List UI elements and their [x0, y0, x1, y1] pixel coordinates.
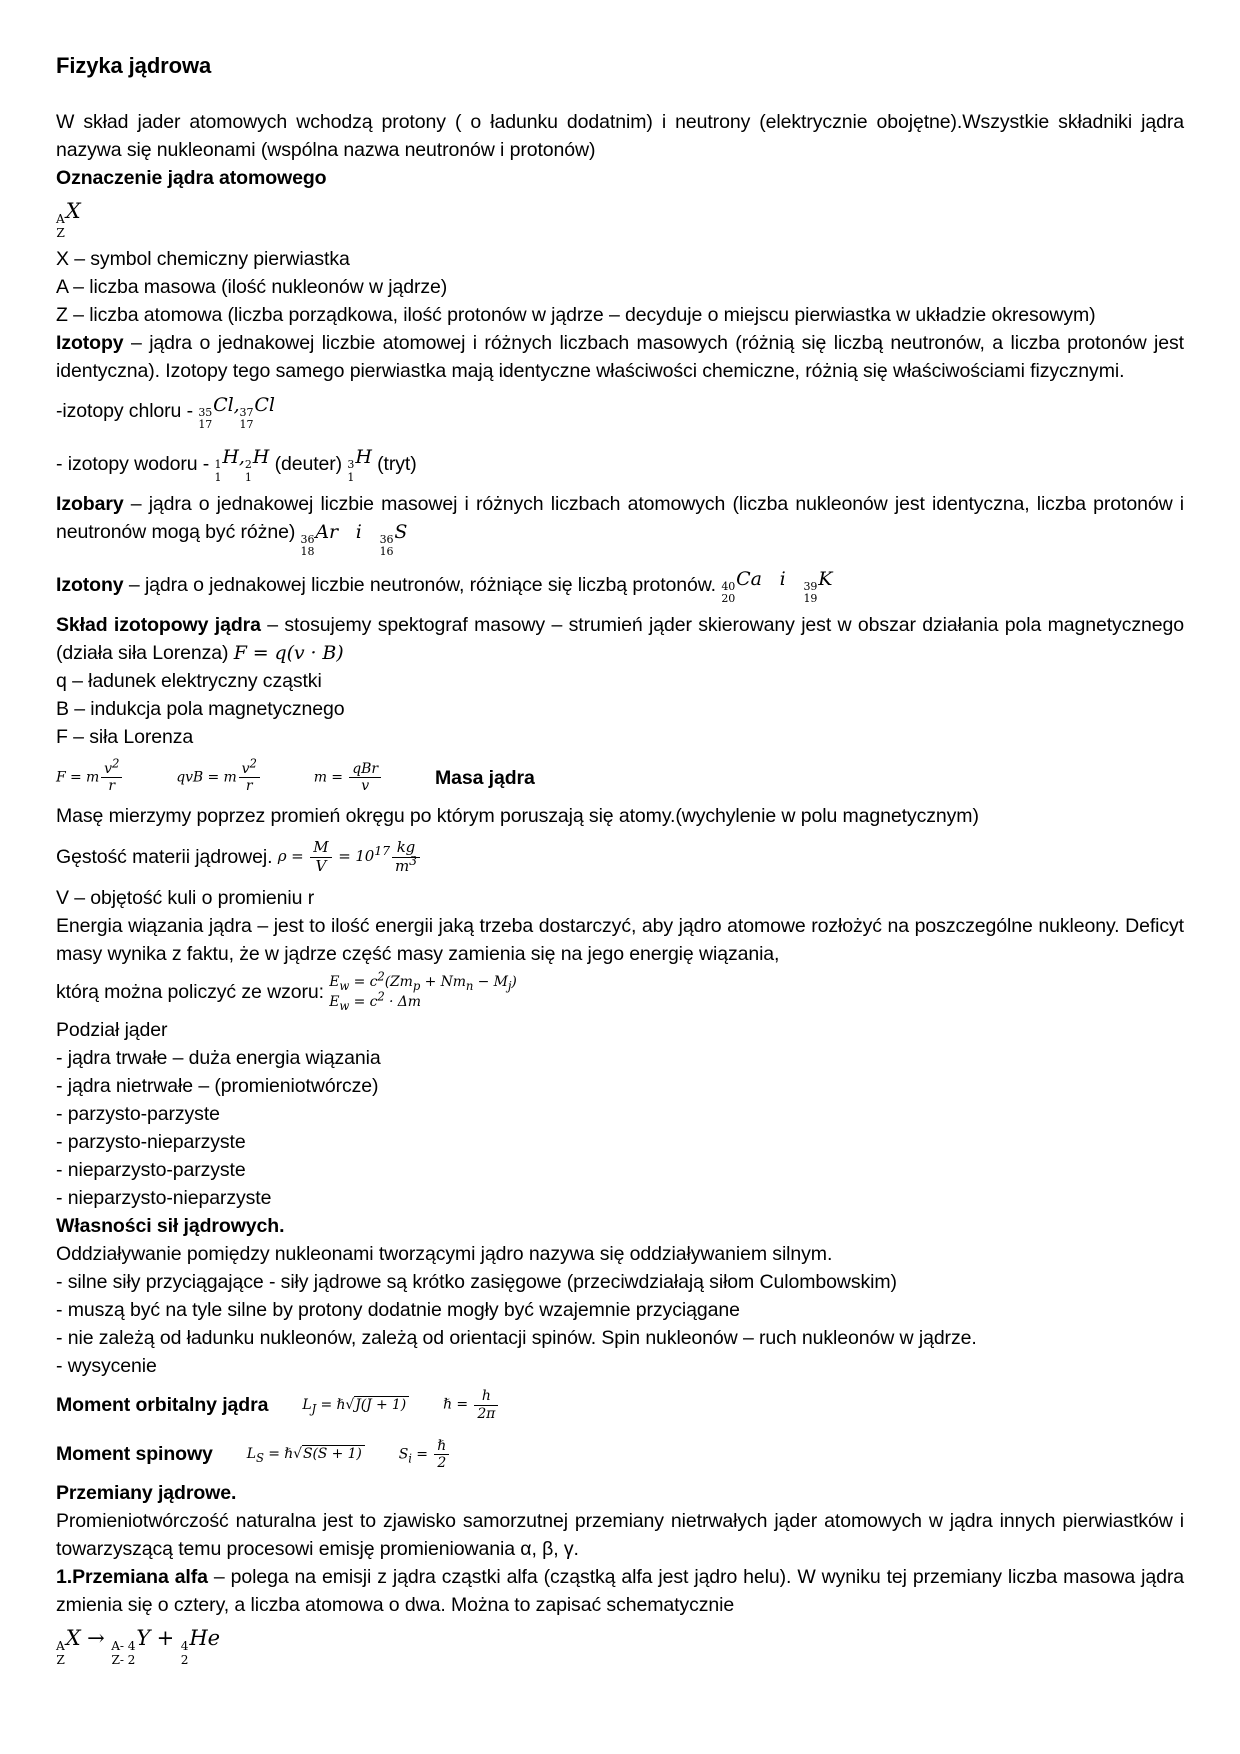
density-formula: ρ = $\frac{M}{V}$ = $10^{17}$ $\frac{kg}{m^3}$	[278, 839, 422, 875]
izobary-term: Izobary	[56, 492, 124, 515]
mass-defect-formula: $E_w = c^2 \cdot \Delta m$	[329, 989, 421, 1013]
sklad-definition: – stosujemy spektograf masowy – strumień jąder skierowany jest w obszar działania pola magnetycznego (działa siła Lorenza)	[56, 614, 1190, 665]
symbol-z-definition: Z – liczba atomowa (liczba porządkowa, ilość protonów w jądrze – decyduje o miejscu pierwiastka w układzie okresowym)	[56, 303, 1096, 326]
chlorine-label: -izotopy chloru -	[56, 400, 199, 423]
magnetic-force-formula: qvB = m $\frac{v^2}{r}$	[176, 761, 262, 794]
binding-formula-line	[56, 968, 1184, 1017]
izotony-definition: – jądra o jednakowej liczbie neutronów, różniące się liczbą protonów.	[123, 573, 722, 596]
podzial-item-nn: - nieparzysto-nieparzyste	[56, 1187, 272, 1210]
binding-energy-paragraph: Energia wiązania jądra – jest to ilość energii jaką trzeba dostarczyć, aby jądro atomowe rozłożyć na poszczególne nukleony. Deficyt masy wynika z faktu, że w jądrze część masy zamienia się na jego energię wiązania,	[56, 914, 1184, 965]
moment-orbital-heading: Moment orbitalny jądra	[56, 1394, 269, 1417]
binding-energy-formula: $E_w = c^2(Zm_p + Nm_n - M_j)$	[329, 969, 517, 993]
alpha-decay-formula: A Z X → A- 4 Z- 2 Y + 4 2 He	[56, 1625, 220, 1667]
legend-f-line: F – siła Lorenza	[56, 726, 194, 749]
izotony-formula: 40 20 Ca i 39 19 K	[721, 567, 833, 605]
alfa-term: 1.Przemiana alfa	[56, 1565, 208, 1588]
symbol-a-definition: A – liczba masowa (ilość nukleonów w jądrze)	[56, 275, 448, 298]
chlorine-isotopes-formula: 35 17 Cl, 37 17 Cl	[198, 393, 275, 432]
binding-equations	[329, 969, 517, 1013]
density-label: Gęstość materii jądrowej.	[56, 846, 278, 869]
podzial-item-trwale: - jądra trwałe – duża energia wiązania	[56, 1047, 381, 1070]
przemiany-heading: Przemiany jądrowe.	[56, 1481, 237, 1504]
podzial-item-pp: - parzysto-parzyste	[56, 1103, 220, 1126]
moment-orbital-formula: $L_J$ = ℏ√J(J + 1)	[302, 1396, 409, 1414]
legend-b-line: B – indukcja pola magnetycznego	[56, 698, 345, 721]
mass-formula: m = $\frac{\text{qBr}}{v}$	[314, 761, 383, 794]
wlasnosci-item-silne: - silne siły przyciągające - siły jądrowe są krótko zasięgowe (przeciwdziałają siłom Culombowskim)	[56, 1271, 897, 1294]
wlasnosci-intro: Oddziaływanie pomiędzy nukleonami tworzącymi jądro nazywa się oddziaływaniem silnym.	[56, 1243, 833, 1266]
izobary-paragraph	[56, 490, 1190, 559]
document-title: Fizyka jądrowa	[56, 53, 212, 78]
spin-half-formula: $S_i$ = $\frac{\text{ℏ}}{2}$	[399, 1438, 451, 1471]
density-line	[56, 830, 1184, 884]
podzial-item-np: - nieparzysto-parzyste	[56, 1159, 246, 1182]
moment-spin-formula: $L_S$ = ℏ√S(S + 1)	[247, 1445, 365, 1463]
wlasnosci-heading: Własności sił jądrowych.	[56, 1215, 285, 1238]
intro-paragraph: W skład jader atomowych wchodzą protony ( o ładunku dodatnim) i neutrony (elektrycznie obojętne).Wszystkie składniki jądra nazywa się nukleonami (wspólna nazwa neutronów i protonów)	[56, 111, 1184, 161]
sklad-term: Skład izotopowy jądra	[56, 614, 261, 637]
hbar-formula: ℏ = $\frac{h}{2\pi}$	[443, 1388, 500, 1421]
podzial-item-nietrwale: - jądra nietrwałe – (promieniotwórcze)	[56, 1075, 379, 1098]
sklad-paragraph	[56, 611, 1190, 667]
izotopy-definition: – jądra o jednakowej liczbie atomowej i różnych liczbach masowych (różnią się liczbą neutronów, a liczba protonów jest identyczna). Izotopy tego samego pierwiastka mają identyczne właściwości chemiczne, różnią się właściwościami fizycznymi.	[56, 331, 1190, 382]
wlasnosci-item-spin: - nie zależą od ładunku nukleonów, zależą od orientacji spinów. Spin nukleonów – ruch nukleonów w jądrze.	[56, 1327, 977, 1350]
mass-measure-line: Masę mierzymy poprzez promień okręgu po którym poruszają się atomy.(wychylenie w polu magnetycznym)	[56, 805, 979, 828]
izobary-formula: 36 18 Ar i 36 16 S	[300, 520, 408, 559]
izobary-definition: – jądra o jednakowej liczbie masowej i różnych liczbach atomowych (liczba nukleonów jest identyczna, liczba protonów i neutronów mogą być różne)	[56, 492, 1190, 543]
wlasnosci-item-protony: - muszą być na tyle silne by protony dodatnie mogły być wzajemnie przyciągane	[56, 1299, 740, 1322]
hydrogen-isotopes-formula: 1 1 H, 2 1 H	[214, 446, 270, 484]
hydrogen-isotopes-line	[56, 437, 1184, 490]
podzial-item-pn: - parzysto-nieparzyste	[56, 1131, 246, 1154]
legend-q-line: q – ładunek elektryczny cząstki	[56, 670, 322, 693]
symbol-x-definition: X – symbol chemiczny pierwiastka	[56, 247, 350, 270]
notation-heading: Oznaczenie jądra atomowego	[56, 167, 327, 189]
centripetal-force-formula: F = m $\frac{v^2}{r}$	[56, 761, 124, 794]
moment-orbital-line	[56, 1380, 1184, 1429]
mass-heading: Masa jądra	[434, 766, 535, 789]
izotony-line	[56, 559, 1184, 612]
tritium-formula: 3 1 H	[347, 446, 372, 484]
izotopy-term: Izotopy	[56, 331, 124, 354]
mass-formula-row	[56, 751, 1184, 802]
alfa-paragraph	[56, 1563, 1190, 1619]
deuter-label: (deuter)	[269, 452, 348, 475]
przemiany-paragraph: Promieniotwórczość naturalna jest to zjawisko samorzutnej przemiany nietrwałych jąder atomowych w jądra innych pierwiastków i towarzyszącą temu procesowi emisję promieniowania α, β, γ.	[56, 1509, 1184, 1560]
tryt-label: (tryt)	[371, 452, 417, 475]
moment-spin-heading: Moment spinowy	[56, 1443, 213, 1466]
lorentz-law-formula: F = q(v · B)	[233, 642, 344, 665]
hydrogen-label: - izotopy wodoru -	[56, 452, 215, 475]
general-nuclide-formula: A Z X	[56, 199, 81, 241]
chlorine-isotopes-line	[56, 385, 1184, 438]
izotopy-paragraph	[56, 329, 1190, 385]
izotony-term: Izotony	[56, 573, 124, 596]
binding-label: którą można policzyć ze wzoru:	[56, 981, 330, 1004]
volume-line: V – objętość kuli o promieniu r	[56, 886, 315, 909]
wlasnosci-item-wysycenie: - wysycenie	[56, 1355, 157, 1378]
alfa-text: – polega na emisji z jądra cząstki alfa (cząstką alfa jest jądro helu). W wyniku tej przemiany liczba masowa jądra zmienia się o cztery, a liczba atomowa o dwa. Można to zapisać schematycznie	[56, 1565, 1190, 1616]
podzial-heading: Podział jąder	[56, 1019, 168, 1042]
moment-spin-line	[56, 1430, 1184, 1479]
